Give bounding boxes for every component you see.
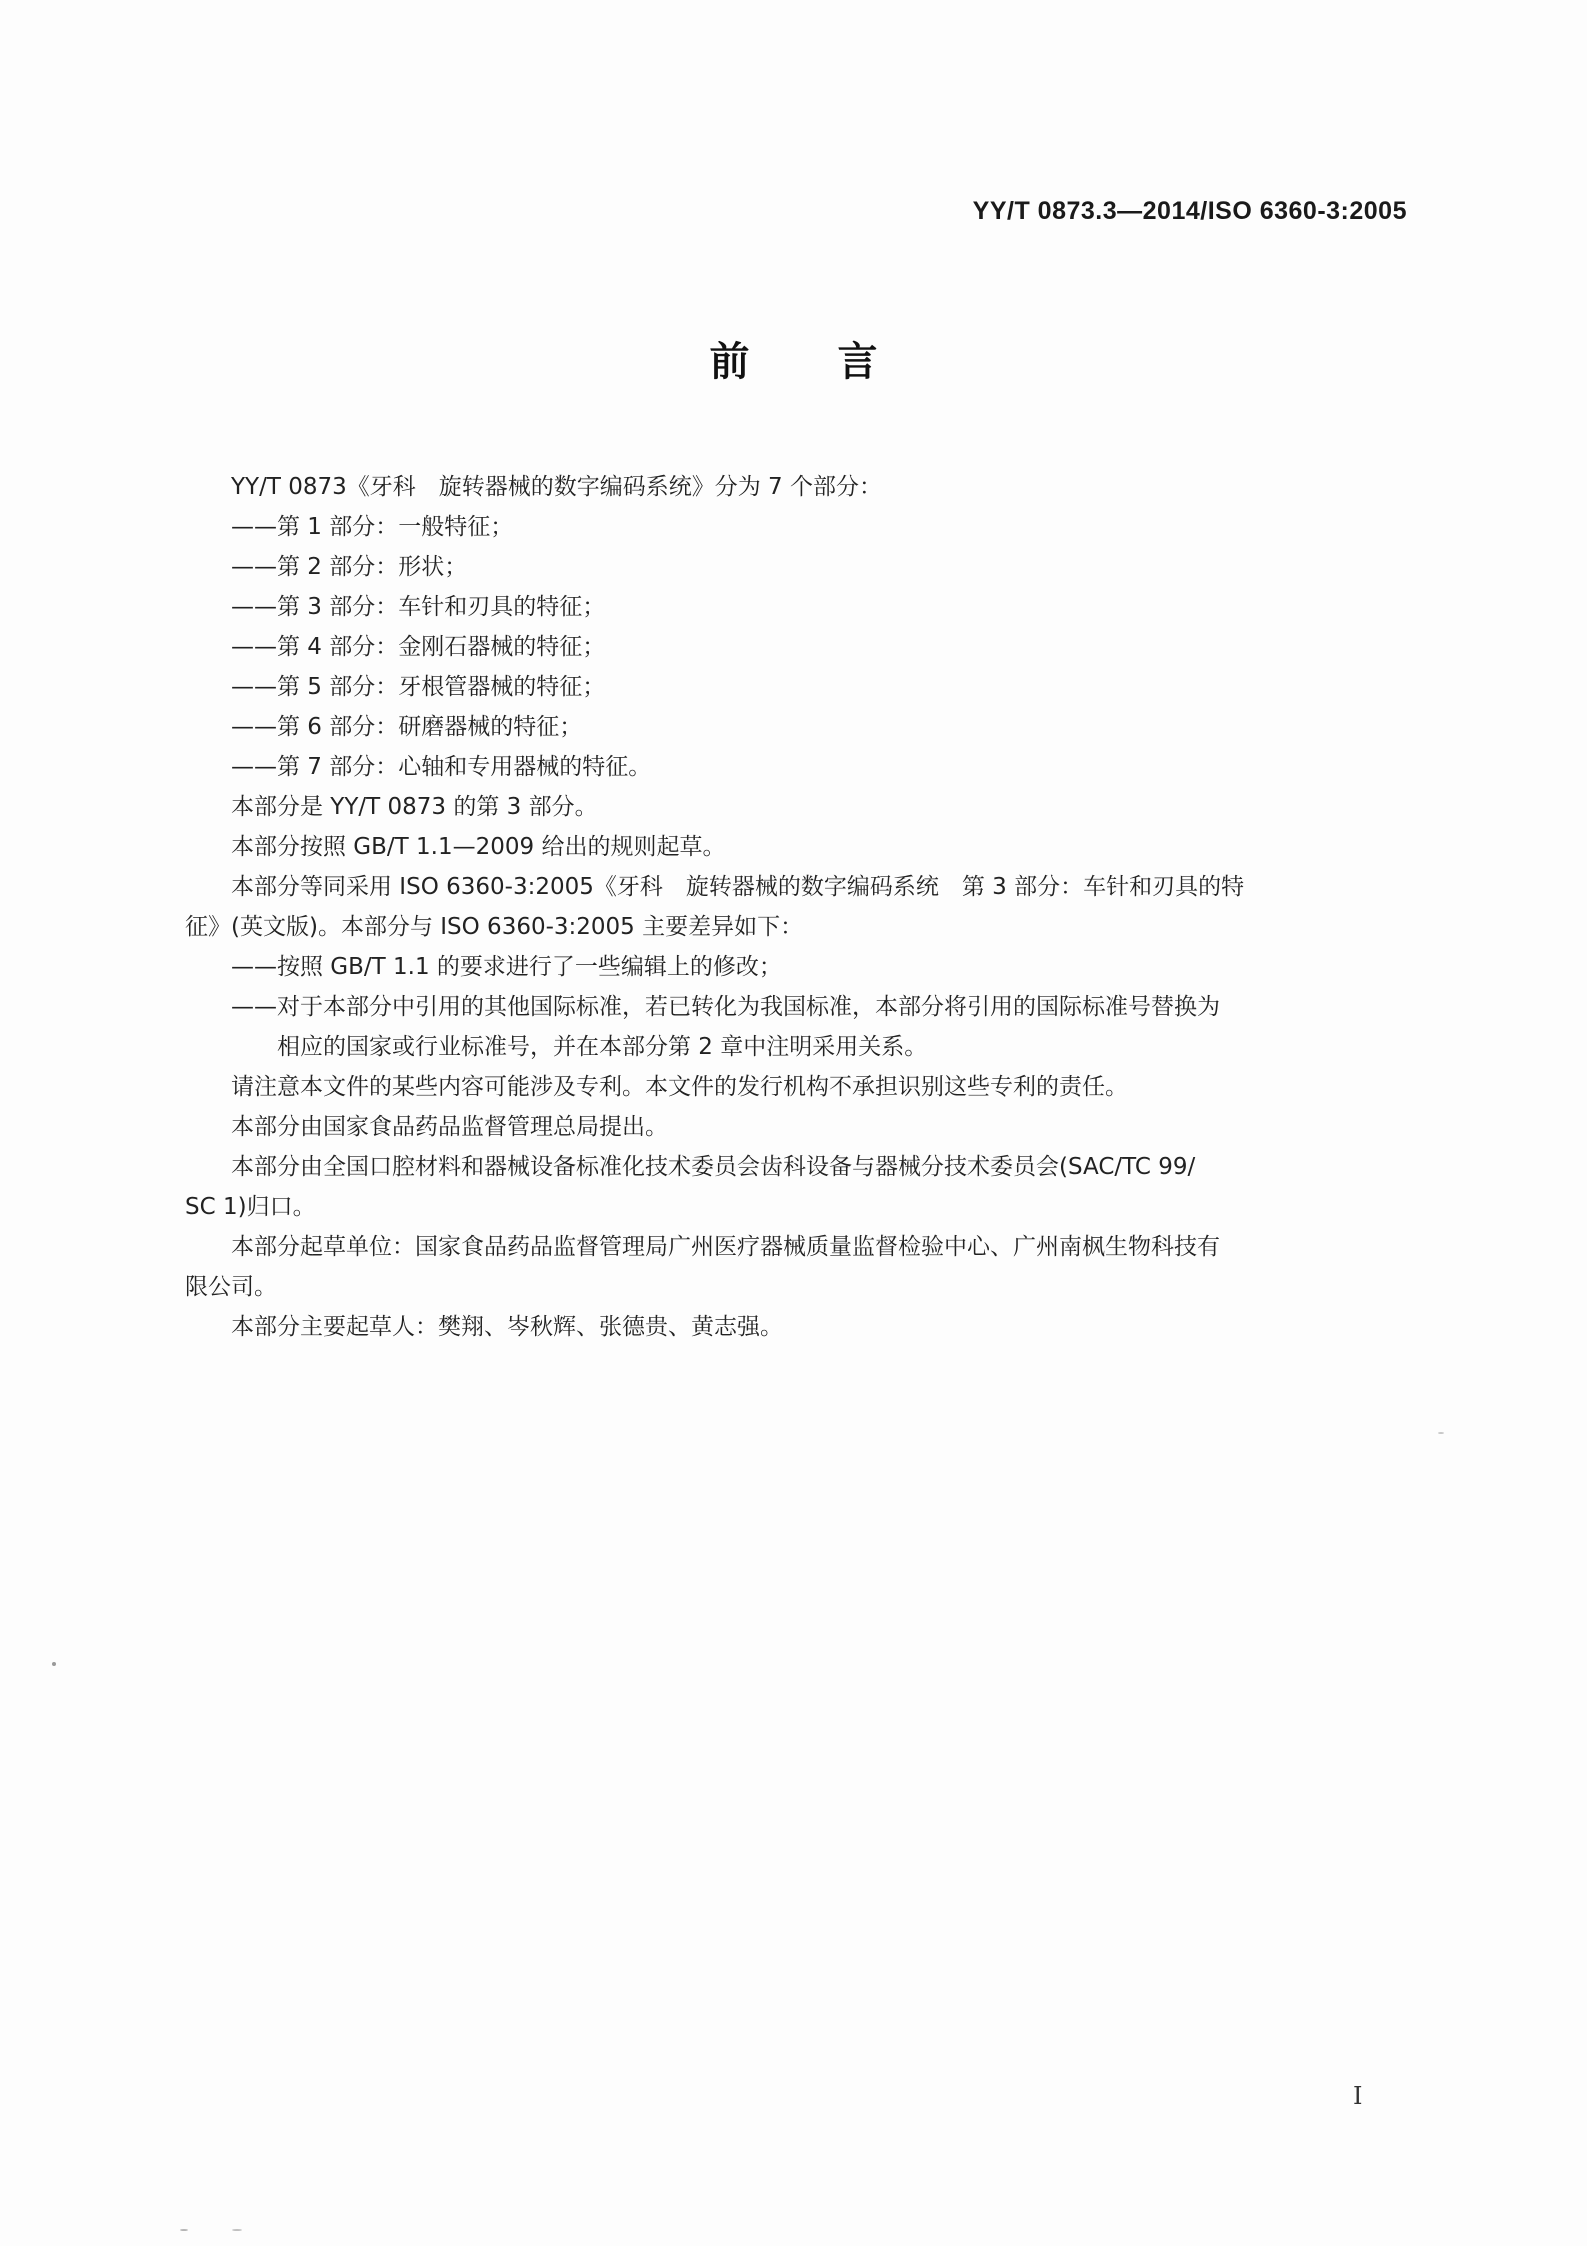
committee-line-1: 本部分由全国口腔材料和器械设备标准化技术委员会齿科设备与器械分技术委员会(SAC/TC 99/ [231,1154,1196,1180]
difference-item [231,987,1411,1067]
standard-code-header: YY/T 0873.3—2014/ISO 6360-3:2005 [972,197,1407,225]
title-char-2: 言 [837,339,878,385]
drafting-units-line-2: 限公司。 [185,1274,277,1300]
committee-line-2: SC 1)归口。 [185,1194,316,1220]
scan-speck [52,1662,56,1666]
adoption-paragraph [185,867,1411,947]
part-list-item: ——第 5 部分：牙根管器械的特征； [231,674,606,700]
scan-speck [180,2229,188,2231]
part-list-item: ——第 6 部分：研磨器械的特征； [231,714,583,740]
difference-item-line-2: 相应的国家或行业标准号，并在本部分第 2 章中注明采用关系。 [277,1034,928,1060]
drafting-units-paragraph [185,1227,1411,1307]
scan-speck [232,2229,242,2231]
patent-paragraph: 请注意本文件的某些内容可能涉及专利。本文件的发行机构不承担识别这些专利的责任。 [231,1074,1128,1100]
page-number: I [1353,2082,1363,2110]
drafting-rules-paragraph: 本部分按照 GB/T 1.1—2009 给出的规则起草。 [231,834,726,860]
part-list-item: ——第 7 部分：心轴和专用器械的特征。 [231,754,652,780]
foreword-body [185,467,1411,1347]
committee-paragraph [185,1147,1411,1227]
part-list-item: ——第 2 部分：形状； [231,554,468,580]
part-list-item: ——第 3 部分：车针和刃具的特征； [231,594,606,620]
drafters-paragraph: 本部分主要起草人：樊翔、岑秋辉、张德贵、黄志强。 [231,1314,783,1340]
part-list-item: ——第 4 部分：金刚石器械的特征； [231,634,606,660]
adoption-line-1: 本部分等同采用 ISO 6360-3:2005《牙科 旋转器械的数字编码系统 第 3 部分：车针和刃具的特 [231,874,1245,900]
intro-paragraph: YY/T 0873《牙科 旋转器械的数字编码系统》分为 7 个部分： [231,474,882,500]
difference-item: ——按照 GB/T 1.1 的要求进行了一些编辑上的修改； [231,954,782,980]
drafting-units-line-1: 本部分起草单位：国家食品药品监督管理局广州医疗器械质量监督检验中心、广州南枫生物科技有 [231,1234,1220,1260]
part-of-paragraph: 本部分是 YY/T 0873 的第 3 部分。 [231,794,598,820]
proposer-paragraph: 本部分由国家食品药品监督管理总局提出。 [231,1114,668,1140]
adoption-line-2: 征》(英文版)。本部分与 ISO 6360-3:2005 主要差异如下： [185,914,804,940]
difference-item-line-1: ——对于本部分中引用的其他国际标准，若已转化为我国标准，本部分将引用的国际标准号替换为 [231,994,1220,1020]
scan-speck [1438,1432,1444,1434]
title-char-1: 前 [709,339,750,385]
part-list-item: ——第 1 部分：一般特征； [231,514,514,540]
page-title [0,330,1587,387]
